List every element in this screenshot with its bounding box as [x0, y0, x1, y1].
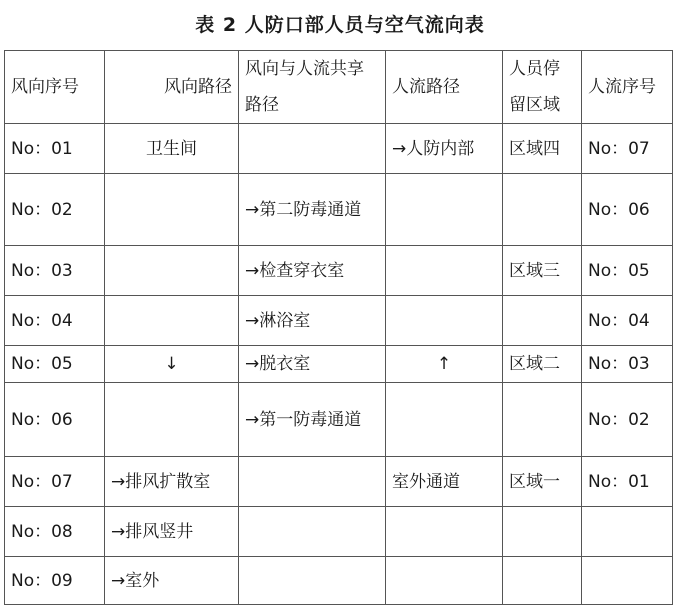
- table-cell: [239, 124, 386, 174]
- table-cell: [386, 507, 503, 557]
- table-row: [5, 174, 673, 246]
- table-title: 表 2 人防口部人员与空气流向表: [195, 14, 485, 36]
- table-row: [5, 557, 673, 605]
- table-cell: [386, 383, 503, 457]
- table-cell: 区域三: [503, 246, 582, 296]
- table-cell: [503, 296, 582, 346]
- table-cell: [105, 174, 239, 246]
- table-cell: [239, 557, 386, 605]
- table-cell: 区域四: [503, 124, 582, 174]
- table-cell: [105, 383, 239, 457]
- table-cell: No：03: [582, 346, 673, 383]
- table-cell: No：02: [582, 383, 673, 457]
- table-cell: No：01: [5, 124, 105, 174]
- table-cell: →第一防毒通道: [239, 383, 386, 457]
- table-cell: 卫生间: [105, 124, 239, 174]
- table-cell: [386, 174, 503, 246]
- table-cell: No：09: [5, 557, 105, 605]
- table-cell: [582, 507, 673, 557]
- table-cell: No：06: [5, 383, 105, 457]
- table-row: [5, 296, 673, 346]
- table-cell: No：04: [582, 296, 673, 346]
- table-cell: No：03: [5, 246, 105, 296]
- table-cell: [105, 246, 239, 296]
- table-cell: No：08: [5, 507, 105, 557]
- table-cell: ↑: [386, 346, 503, 383]
- table-cell: [503, 507, 582, 557]
- table-cell: [503, 174, 582, 246]
- header-row: [5, 51, 673, 124]
- table-cell: ↓: [105, 346, 239, 383]
- table-cell: [503, 557, 582, 605]
- header-cell: 人员停留区域: [503, 51, 582, 124]
- table-cell: No：07: [582, 124, 673, 174]
- header-cell: 风向与人流共享路径: [239, 51, 386, 124]
- table-cell: →排风竖井: [105, 507, 239, 557]
- table-row: [5, 507, 673, 557]
- table-cell: No：07: [5, 457, 105, 507]
- table-row: [5, 383, 673, 457]
- table-cell: →人防内部: [386, 124, 503, 174]
- header-cell: 风向路径: [105, 51, 239, 124]
- table-cell: →淋浴室: [239, 296, 386, 346]
- table-cell: →第二防毒通道: [239, 174, 386, 246]
- table-cell: [503, 383, 582, 457]
- table-cell: No：06: [582, 174, 673, 246]
- table-cell: →脱衣室: [239, 346, 386, 383]
- table-cell: →室外: [105, 557, 239, 605]
- table-cell: No：02: [5, 174, 105, 246]
- header-cell: 人流路径: [386, 51, 503, 124]
- table-cell: [386, 557, 503, 605]
- table-row: [5, 124, 673, 174]
- table-cell: 区域一: [503, 457, 582, 507]
- table-cell: [105, 296, 239, 346]
- table-row: [5, 457, 673, 507]
- table-cell: 区域二: [503, 346, 582, 383]
- table-cell: →检查穿衣室: [239, 246, 386, 296]
- table-cell: [239, 507, 386, 557]
- header-cell: 人流序号: [582, 51, 673, 124]
- table-cell: 室外通道: [386, 457, 503, 507]
- flow-table: [4, 50, 673, 605]
- table-cell: No：05: [582, 246, 673, 296]
- table-cell: [239, 457, 386, 507]
- table-cell: [386, 246, 503, 296]
- table-cell: No：01: [582, 457, 673, 507]
- table-cell: →排风扩散室: [105, 457, 239, 507]
- table-cell: [386, 296, 503, 346]
- table-row: [5, 346, 673, 383]
- header-cell: 风向序号: [5, 51, 105, 124]
- table-cell: No：04: [5, 296, 105, 346]
- table-row: [5, 246, 673, 296]
- table-cell: No：05: [5, 346, 105, 383]
- table-cell: [582, 557, 673, 605]
